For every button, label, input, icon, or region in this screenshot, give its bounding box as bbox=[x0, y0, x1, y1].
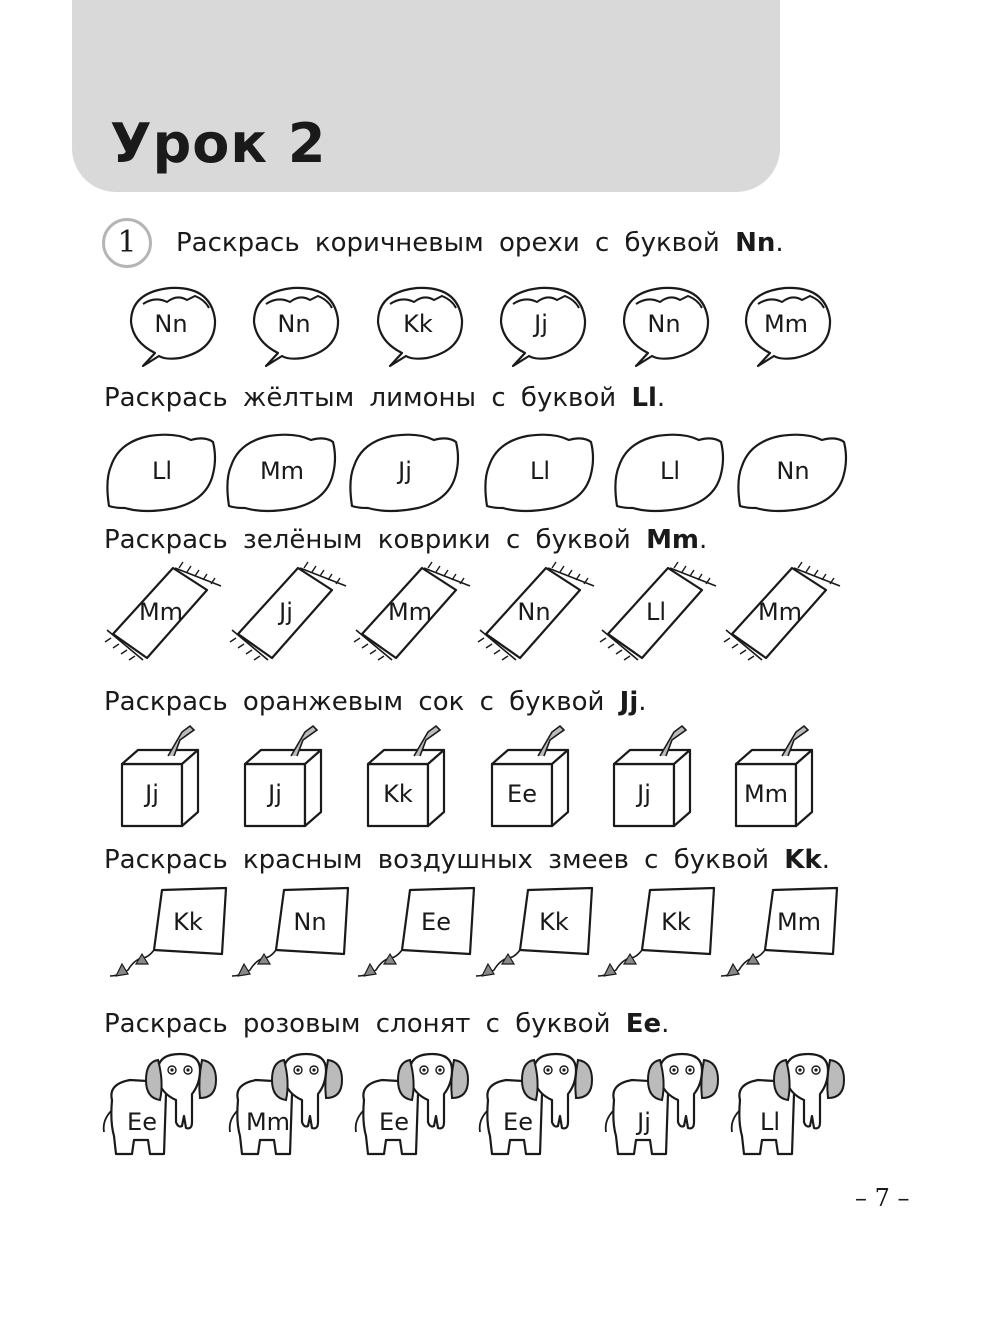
nut-letter-label: Kk bbox=[403, 310, 433, 338]
elephants-row bbox=[0, 1050, 1000, 1190]
elephant-picture[interactable] bbox=[226, 1050, 350, 1168]
nut-letter-label: Jj bbox=[534, 310, 548, 338]
rug-letter-label: Mm bbox=[387, 598, 433, 626]
juice-icon bbox=[612, 722, 694, 826]
kite-letter-label: Mm bbox=[776, 908, 822, 936]
lemon-picture[interactable] bbox=[105, 428, 215, 512]
elephant-icon bbox=[476, 1050, 600, 1168]
lemon-picture[interactable] bbox=[736, 428, 846, 512]
juice-letter-label: Jj bbox=[268, 780, 282, 808]
elephant-icon bbox=[352, 1050, 476, 1168]
juice-row bbox=[0, 722, 1000, 862]
kite-icon bbox=[104, 884, 232, 988]
elephant-letter-label: Jj bbox=[637, 1108, 651, 1136]
elephant-icon bbox=[602, 1050, 726, 1168]
juice-icon bbox=[243, 722, 325, 826]
kite-letter-label: Kk bbox=[539, 908, 569, 936]
lemon-letter-label: Ll bbox=[529, 457, 551, 485]
lemon-picture[interactable] bbox=[483, 428, 593, 512]
kite-picture[interactable] bbox=[592, 884, 720, 988]
elephant-picture[interactable] bbox=[352, 1050, 476, 1168]
kite-letter-label: Kk bbox=[173, 908, 203, 936]
kite-icon bbox=[352, 884, 480, 988]
lemon-picture[interactable] bbox=[613, 428, 723, 512]
kite-letter-label: Nn bbox=[293, 908, 327, 936]
lemon-letter-label: Nn bbox=[776, 457, 810, 485]
instruction-juice: Раскрась оранжевым сок с буквой Jj. bbox=[104, 687, 647, 717]
juice-picture[interactable] bbox=[490, 722, 572, 826]
nut-picture[interactable] bbox=[372, 282, 468, 368]
nut-letter-label: Nn bbox=[154, 310, 188, 338]
kites-row bbox=[0, 884, 1000, 1024]
kite-picture[interactable] bbox=[715, 884, 843, 988]
elephant-letter-label: Ee bbox=[379, 1108, 409, 1136]
kite-picture[interactable] bbox=[104, 884, 232, 988]
elephant-letter-label: Mm bbox=[245, 1108, 291, 1136]
instruction-nuts: Раскрась коричневым орехи с буквой Nn. bbox=[176, 228, 784, 258]
kite-picture[interactable] bbox=[470, 884, 598, 988]
page-number: – 7 – bbox=[855, 1184, 910, 1212]
kite-icon bbox=[226, 884, 354, 988]
juice-picture[interactable] bbox=[612, 722, 694, 826]
elephant-picture[interactable] bbox=[476, 1050, 600, 1168]
rug-letter-label: Mm bbox=[757, 598, 803, 626]
nut-picture[interactable] bbox=[618, 282, 714, 368]
instruction-lemons: Раскрась жёлтым лимоны с буквой Ll. bbox=[104, 383, 666, 413]
kite-icon bbox=[592, 884, 720, 988]
rug-picture[interactable] bbox=[103, 560, 225, 664]
instruction-rugs: Раскрась зелёным коврики с буквой Mm. bbox=[104, 525, 708, 555]
nut-letter-label: Mm bbox=[763, 310, 809, 338]
rug-letter-label: Mm bbox=[138, 598, 184, 626]
juice-letter-label: Jj bbox=[637, 780, 651, 808]
rugs-row bbox=[0, 560, 1000, 700]
juice-icon bbox=[734, 722, 816, 826]
lemon-letter-label: Ll bbox=[151, 457, 173, 485]
elephant-icon bbox=[728, 1050, 852, 1168]
instruction-kites: Раскрась красным воздушных змеев с буквой Kk. bbox=[104, 845, 830, 875]
page-title: Урок 2 bbox=[110, 112, 327, 175]
elephant-picture[interactable] bbox=[602, 1050, 726, 1168]
rug-picture[interactable] bbox=[476, 560, 598, 664]
instruction-elephants: Раскрась розовым слонят с буквой Ee. bbox=[104, 1009, 670, 1039]
elephant-letter-label: Ee bbox=[503, 1108, 533, 1136]
rug-letter-label: Ll bbox=[645, 598, 667, 626]
lemon-letter-label: Jj bbox=[398, 457, 412, 485]
juice-picture[interactable] bbox=[120, 722, 202, 826]
rug-picture[interactable] bbox=[598, 560, 720, 664]
kite-icon bbox=[715, 884, 843, 988]
elephant-picture[interactable] bbox=[100, 1050, 224, 1168]
nut-letter-label: Nn bbox=[277, 310, 311, 338]
juice-icon bbox=[120, 722, 202, 826]
kite-icon bbox=[470, 884, 598, 988]
rug-letter-label: Nn bbox=[517, 598, 551, 626]
rug-picture[interactable] bbox=[352, 560, 474, 664]
juice-letter-label: Kk bbox=[383, 780, 413, 808]
nut-picture[interactable] bbox=[740, 282, 836, 368]
elephant-picture[interactable] bbox=[728, 1050, 852, 1168]
elephant-letter-label: Ll bbox=[759, 1108, 781, 1136]
lemon-picture[interactable] bbox=[348, 428, 458, 512]
kite-picture[interactable] bbox=[352, 884, 480, 988]
exercise-number-badge: 1 bbox=[102, 218, 152, 268]
nut-picture[interactable] bbox=[125, 282, 221, 368]
nut-letter-label: Nn bbox=[647, 310, 681, 338]
kite-letter-label: Kk bbox=[661, 908, 691, 936]
kite-letter-label: Ee bbox=[421, 908, 451, 936]
elephant-icon bbox=[100, 1050, 224, 1168]
nut-picture[interactable] bbox=[495, 282, 591, 368]
rug-picture[interactable] bbox=[228, 560, 350, 664]
rug-picture[interactable] bbox=[722, 560, 844, 664]
juice-icon bbox=[490, 722, 572, 826]
juice-picture[interactable] bbox=[243, 722, 325, 826]
juice-picture[interactable] bbox=[734, 722, 816, 826]
juice-letter-label: Mm bbox=[743, 780, 789, 808]
kite-picture[interactable] bbox=[226, 884, 354, 988]
rug-letter-label: Jj bbox=[279, 598, 293, 626]
lemon-picture[interactable] bbox=[225, 428, 335, 512]
juice-letter-label: Jj bbox=[145, 780, 159, 808]
elephant-letter-label: Ee bbox=[127, 1108, 157, 1136]
juice-picture[interactable] bbox=[366, 722, 448, 826]
lemon-letter-label: Mm bbox=[259, 457, 305, 485]
lemon-letter-label: Ll bbox=[659, 457, 681, 485]
nut-picture[interactable] bbox=[248, 282, 344, 368]
juice-icon bbox=[366, 722, 448, 826]
juice-letter-label: Ee bbox=[507, 780, 537, 808]
